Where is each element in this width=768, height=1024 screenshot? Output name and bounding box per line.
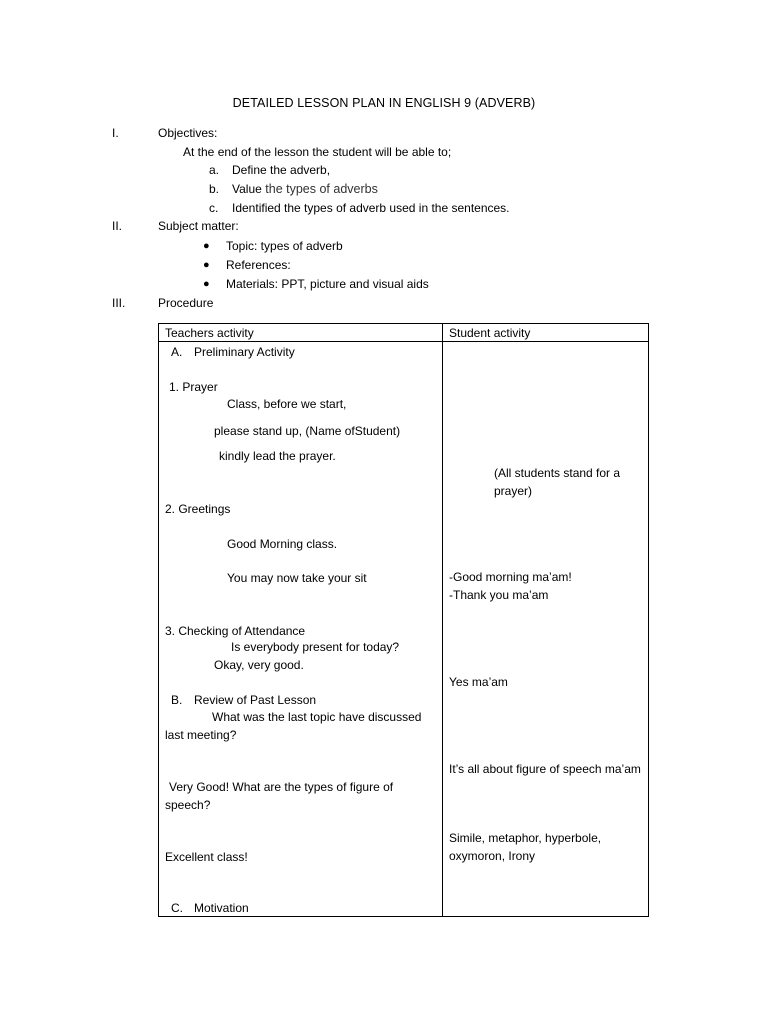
teacher-marker-c: C. [171, 901, 183, 915]
objective-item-b-value: Value [232, 182, 262, 196]
bullet-icon: ● [203, 278, 210, 290]
teacher-prayer-heading: 1. Prayer [169, 380, 218, 394]
teacher-prayer-line-3: kindly lead the prayer. [219, 449, 336, 463]
objective-item-a: Define the adverb, [232, 163, 331, 177]
objective-marker-a: a. [209, 163, 220, 177]
teacher-marker-a: A. [171, 345, 183, 359]
student-attendance-response: Yes ma’am [449, 675, 508, 689]
student-types-line-2: oxymoron, Irony [449, 849, 536, 863]
teacher-greetings-heading: 2. Greetings [165, 502, 231, 516]
objectives-heading: Objectives: [158, 126, 218, 140]
objective-marker-c: c. [209, 201, 219, 215]
document-title: DETAILED LESSON PLAN IN ENGLISH 9 (ADVERB) [232, 96, 536, 110]
student-review-response: It’s all about figure of speech ma’am [449, 762, 641, 776]
bullet-icon: ● [203, 259, 210, 271]
teacher-prayer-line-2: please stand up, (Name ofStudent) [214, 424, 401, 438]
header-student-activity: Student activity [449, 326, 531, 340]
student-prayer-line-2: prayer) [494, 484, 533, 498]
header-teachers-activity: Teachers activity [165, 326, 254, 340]
teacher-marker-b: B. [171, 693, 183, 707]
objectives-intro: At the end of the lesson the student will be able to; [183, 145, 452, 159]
procedure-heading: Procedure [158, 296, 214, 310]
teacher-attendance-line-2: Okay, very good. [214, 658, 304, 672]
table-column-divider [442, 323, 443, 917]
section-numeral-1: I. [112, 126, 119, 140]
teacher-attendance-heading: 3. Checking of Attendance [165, 624, 306, 638]
section-numeral-3: III. [112, 296, 126, 310]
teacher-excellent: Excellent class! [165, 850, 248, 864]
objective-item-c: Identified the types of adverb used in the sentences. [232, 201, 510, 215]
student-greet-line-1: -Good morning ma’am! [449, 570, 572, 584]
subject-references: References: [226, 258, 291, 272]
subject-topic: Topic: types of adverb [226, 239, 343, 253]
student-types-line-1: Simile, metaphor, hyperbole, [449, 831, 602, 845]
teacher-attendance-line-1: Is everybody present for today? [231, 640, 400, 654]
bullet-icon: ● [203, 240, 210, 252]
section-numeral-2: II. [112, 219, 123, 233]
teacher-prayer-line-1: Class, before we start, [227, 397, 347, 411]
teacher-preliminary-activity: Preliminary Activity [194, 345, 295, 359]
teacher-review-line-1: What was the last topic have discussed [212, 710, 422, 724]
objective-item-b [232, 182, 378, 196]
teacher-greetings-line-2: You may now take your sit [227, 571, 367, 585]
teacher-motivation-heading: Motivation [194, 901, 249, 915]
procedure-table [158, 323, 649, 917]
teacher-review-heading: Review of Past Lesson [194, 693, 317, 707]
subject-heading: Subject matter: [158, 219, 239, 233]
teacher-verygood-line-2: speech? [165, 798, 211, 812]
objective-item-b-rest: the types of adverbs [261, 182, 378, 196]
teacher-review-line-2: last meeting? [165, 728, 237, 742]
teacher-greetings-line-1: Good Morning class. [227, 537, 338, 551]
teacher-verygood-line-1: Very Good! What are the types of figure of [169, 780, 394, 794]
subject-materials: Materials: PPT, picture and visual aids [226, 277, 429, 291]
objective-marker-b: b. [209, 182, 220, 196]
student-prayer-line-1: (All students stand for a [494, 466, 621, 480]
table-header-divider [158, 341, 649, 342]
student-greet-line-2: -Thank you ma’am [449, 588, 549, 602]
